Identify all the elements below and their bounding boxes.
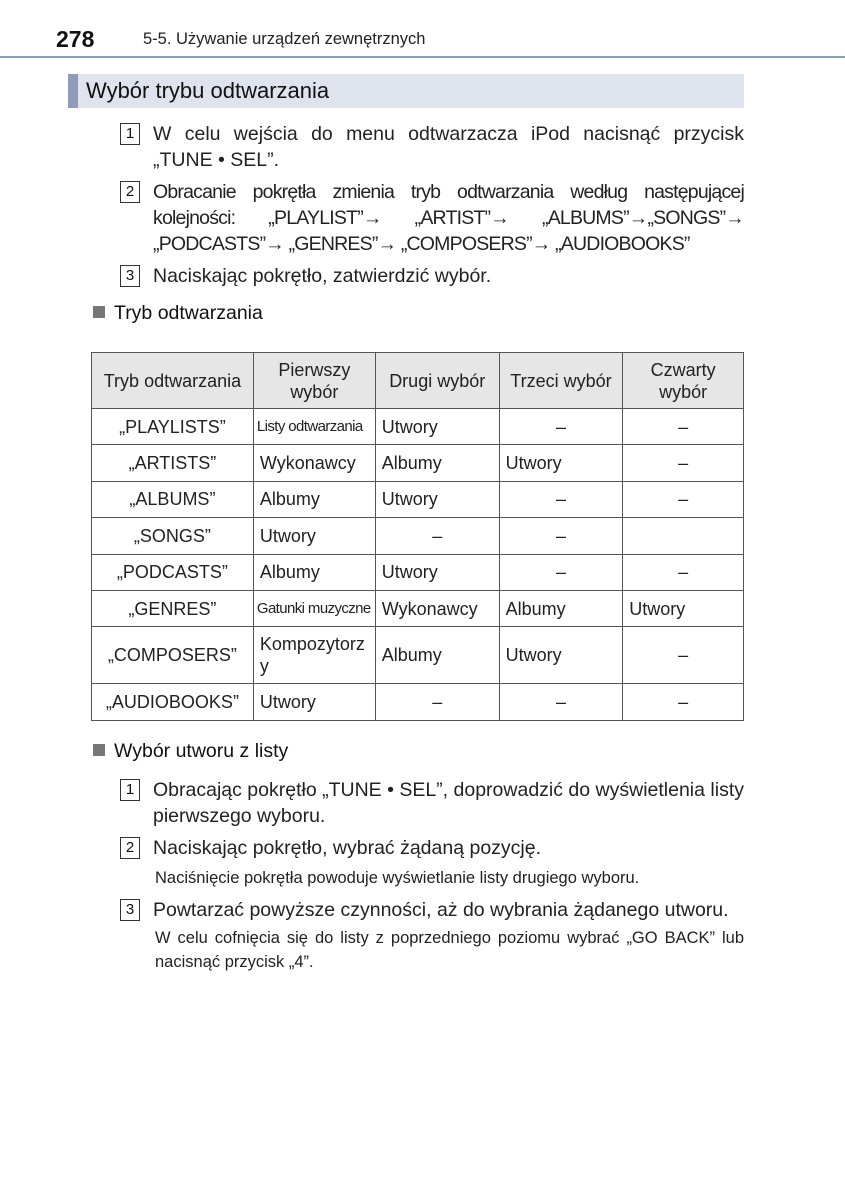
step-b-3 (120, 897, 744, 974)
table-cell: „ARTISTS” (92, 445, 254, 481)
column-header: Drugi wybór (375, 353, 499, 409)
step-number: 2 (120, 837, 140, 859)
table-cell: „GENRES” (92, 590, 254, 626)
step-number: 1 (120, 779, 140, 801)
page-number: 278 (56, 26, 95, 52)
step-text: Naciskając pokrętło, wybrać żądaną pozycję. (153, 837, 542, 859)
table-cell: Albumy (253, 481, 375, 517)
step-note: Naciśnięcie pokrętła powoduje wyświetlanie listy drugiego wyboru. (155, 869, 640, 887)
column-header: Pierwszy wybór (253, 353, 375, 409)
table-row (92, 684, 744, 720)
column-header: Tryb odtwarzania (92, 353, 254, 409)
table-cell: – (623, 481, 744, 517)
table-cell: „AUDIOBOOKS” (92, 684, 254, 720)
step-text: W celu wejścia do menu odtwarzacza iPod nacisnąć przycisk „TUNE • SEL”. (153, 123, 744, 171)
step-b-1 (120, 777, 744, 829)
step-number: 3 (120, 899, 140, 921)
step-a-1 (120, 121, 744, 173)
subhead-label: Wybór utworu z listy (114, 740, 289, 762)
table-cell: – (499, 409, 623, 445)
step-text: Powtarzać powyższe czynności, aż do wybrania żądanego utworu. (153, 899, 729, 921)
table-cell: Utwory (253, 518, 375, 554)
step-number: 3 (120, 265, 140, 287)
table-cell: – (375, 518, 499, 554)
step-text: Obracając pokrętło „TUNE • SEL”, doprowadzić do wyświetlenia listy pierwszego wyboru. (153, 779, 744, 827)
table-row (92, 481, 744, 517)
step-number: 2 (120, 181, 140, 203)
step-a-3 (120, 263, 744, 289)
step-text: Obracanie pokrętła zmienia tryb odtwarzania według następującej kolejności: „PLAYLIST”→ „ARTIST”→ „ALBUMS”→„SONGS”→ „PODCASTS”→ „GENRES”→ „COMPOSERS”→ „AUDIOBOOKS” (153, 181, 744, 255)
chapter-title: 5-5. Używanie urządzeń zewnętrznych (143, 30, 426, 48)
table-row (92, 627, 744, 684)
table-cell: Wykonawcy (253, 445, 375, 481)
table-cell: Gatunki muzyczne (253, 590, 375, 626)
table-cell: – (623, 684, 744, 720)
step-note: W celu cofnięcia się do listy z poprzedniego poziomu wybrać „GO BACK” lub nacisnąć przycisk „4”. (155, 929, 744, 971)
table-cell: Utwory (375, 409, 499, 445)
table-cell: Utwory (253, 684, 375, 720)
table-cell: – (499, 554, 623, 590)
table-cell: – (623, 409, 744, 445)
table-cell: Albumy (253, 554, 375, 590)
table-cell: Albumy (375, 627, 499, 684)
section-banner (68, 74, 744, 108)
table-cell: „SONGS” (92, 518, 254, 554)
table-cell: – (623, 445, 744, 481)
table-cell: Albumy (375, 445, 499, 481)
playback-mode-table (91, 352, 744, 721)
section-accent-bar (68, 74, 78, 108)
table-row (92, 445, 744, 481)
table-row (92, 409, 744, 445)
table-row (92, 590, 744, 626)
subhead-track-selection (93, 740, 288, 763)
table-cell: Utwory (375, 481, 499, 517)
step-number: 1 (120, 123, 140, 145)
square-bullet-icon (93, 744, 105, 756)
section-title: Wybór trybu odtwarzania (86, 78, 330, 103)
subhead-label: Tryb odtwarzania (114, 302, 263, 324)
column-header: Czwarty wybór (623, 353, 744, 409)
table-cell: – (375, 684, 499, 720)
table-cell: „PLAYLISTS” (92, 409, 254, 445)
square-bullet-icon (93, 306, 105, 318)
table-cell: – (499, 481, 623, 517)
table-cell: Listy odtwarzania (253, 409, 375, 445)
step-a-2 (120, 179, 744, 257)
table-cell: – (623, 554, 744, 590)
table-cell: „ALBUMS” (92, 481, 254, 517)
table-row (92, 518, 744, 554)
column-header: Trzeci wybór (499, 353, 623, 409)
subhead-playback-mode (93, 302, 263, 325)
table-cell: Utwory (499, 627, 623, 684)
table-cell: Utwory (375, 554, 499, 590)
table-cell: Utwory (499, 445, 623, 481)
step-b-2 (120, 835, 744, 890)
header-divider (0, 56, 845, 58)
step-text: Naciskając pokrętło, zatwierdzić wybór. (153, 265, 492, 287)
table-row (92, 554, 744, 590)
table-cell: – (623, 627, 744, 684)
table-cell (623, 518, 744, 554)
table-cell: Kompozytorzy (253, 627, 375, 684)
table-cell: „COMPOSERS” (92, 627, 254, 684)
table-cell: – (499, 684, 623, 720)
table-cell: „PODCASTS” (92, 554, 254, 590)
table-header-row (92, 353, 744, 409)
table-cell: – (499, 518, 623, 554)
page-header (0, 20, 845, 60)
table-cell: Wykonawcy (375, 590, 499, 626)
table-cell: Utwory (623, 590, 744, 626)
table-cell: Albumy (499, 590, 623, 626)
